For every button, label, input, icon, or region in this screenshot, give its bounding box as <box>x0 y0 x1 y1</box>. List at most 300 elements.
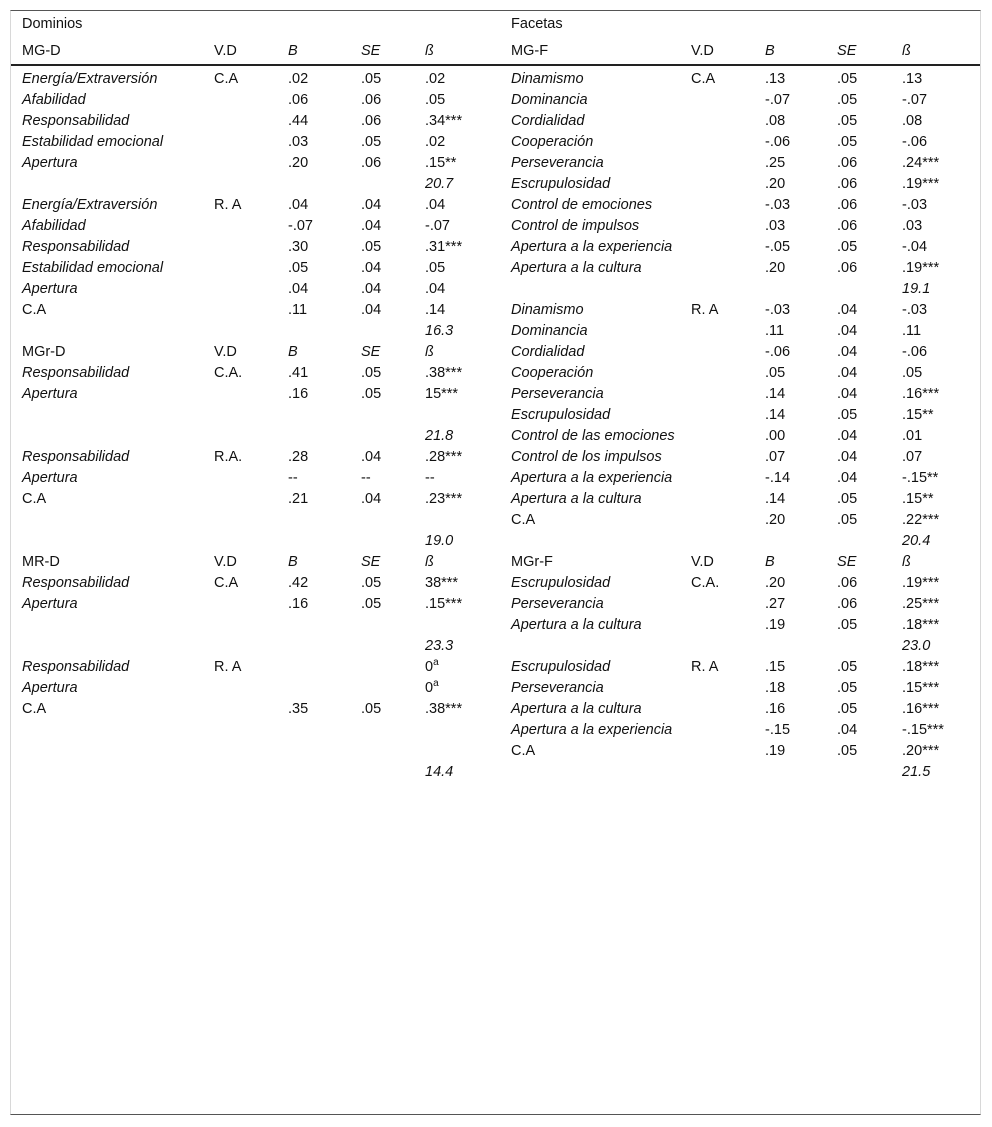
col-b-dominios: B <box>277 37 350 65</box>
dominio-beta: 15*** <box>425 386 459 402</box>
dominio-se: .06 <box>361 155 382 171</box>
faceta-vd <box>680 90 754 111</box>
faceta-b: .14 <box>765 491 786 507</box>
dominio-vd <box>203 678 277 699</box>
table-row <box>11 762 980 783</box>
faceta-b: .19 <box>765 617 786 633</box>
dominio-vd <box>203 405 277 426</box>
faceta-predictor: Apertura a la cultura <box>511 491 642 507</box>
faceta-beta: 21.5 <box>902 764 931 780</box>
faceta-beta: .05 <box>902 365 923 381</box>
faceta-predictor: Cordialidad <box>511 113 585 129</box>
dominio-beta: 38*** <box>425 575 459 591</box>
dominio-se: .06 <box>361 92 382 108</box>
faceta-se: .05 <box>837 617 858 633</box>
faceta-vd <box>680 699 754 720</box>
faceta-beta: .13 <box>902 71 923 87</box>
dominio-predictor: Apertura <box>22 281 78 297</box>
dominio-vd <box>203 615 277 636</box>
dominio-beta: 14.4 <box>425 764 454 780</box>
faceta-b: .20 <box>765 176 786 192</box>
dominio-se: .04 <box>361 260 382 276</box>
faceta-se: .04 <box>837 323 858 339</box>
dominio-vd <box>203 258 277 279</box>
faceta-predictor: Escrupulosidad <box>511 575 611 591</box>
table-row <box>11 510 980 531</box>
faceta-se: .04 <box>837 722 858 738</box>
faceta-vd: C.A <box>691 71 716 87</box>
faceta-se <box>826 762 891 783</box>
faceta-vd <box>680 237 754 258</box>
dominio-beta <box>414 741 500 762</box>
dominio-b: .04 <box>288 197 309 213</box>
dominio-se <box>350 615 414 636</box>
dominio-beta: 16.3 <box>425 323 454 339</box>
dominio-vd <box>203 594 277 615</box>
dominio-predictor: C.A <box>22 491 47 507</box>
faceta-beta: -.04 <box>902 239 928 255</box>
faceta-predictor: Apertura a la cultura <box>511 260 642 276</box>
faceta-predictor: Apertura a la experiencia <box>511 470 673 486</box>
table-row <box>11 468 980 489</box>
dominio-se: SE <box>361 344 381 360</box>
dominio-vd <box>203 90 277 111</box>
faceta-se: .06 <box>837 218 858 234</box>
faceta-predictor <box>500 279 680 300</box>
table-body <box>11 14 980 783</box>
faceta-vd <box>680 510 754 531</box>
dominio-b: .35 <box>288 701 309 717</box>
faceta-b: .20 <box>765 260 786 276</box>
faceta-vd <box>680 615 754 636</box>
faceta-predictor <box>500 762 680 783</box>
dominio-vd <box>203 237 277 258</box>
dominio-vd <box>203 510 277 531</box>
dominio-predictor <box>11 405 203 426</box>
dominio-se <box>350 636 414 657</box>
faceta-se: .06 <box>837 596 858 612</box>
faceta-b: -.03 <box>765 197 791 213</box>
dominio-vd <box>203 174 277 195</box>
faceta-predictor: Escrupulosidad <box>511 407 611 423</box>
table-row <box>11 216 980 237</box>
faceta-b: .03 <box>765 218 786 234</box>
dominio-predictor <box>11 741 203 762</box>
dominio-beta: ß <box>425 554 434 570</box>
dominio-se: .04 <box>361 218 382 234</box>
dominio-b: .30 <box>288 239 309 255</box>
faceta-beta: .15** <box>902 407 934 423</box>
faceta-predictor: Control de impulsos <box>511 218 640 234</box>
dominio-vd <box>203 741 277 762</box>
faceta-b: .08 <box>765 113 786 129</box>
table-row <box>11 741 980 762</box>
dominio-b: .11 <box>288 302 308 318</box>
dominio-vd <box>203 153 277 174</box>
faceta-b: .05 <box>765 365 786 381</box>
footnote-marker: a <box>433 657 439 668</box>
faceta-beta: .19*** <box>902 260 940 276</box>
faceta-predictor: Perseverancia <box>511 386 604 402</box>
dominio-predictor: Apertura <box>22 680 78 696</box>
faceta-beta: .18*** <box>902 659 940 675</box>
dominio-se: .04 <box>361 302 382 318</box>
faceta-se: .06 <box>837 197 858 213</box>
faceta-se <box>826 279 891 300</box>
dominio-predictor <box>11 426 203 447</box>
dominio-vd <box>203 489 277 510</box>
faceta-beta: .15** <box>902 491 934 507</box>
dominio-se: .05 <box>361 365 382 381</box>
faceta-se: .05 <box>837 92 858 108</box>
dominio-beta: .38*** <box>425 365 463 381</box>
dominio-predictor: Responsabilidad <box>22 659 130 675</box>
faceta-beta: -.15** <box>902 470 939 486</box>
dominio-beta: -- <box>425 470 435 486</box>
dominio-predictor: Apertura <box>22 470 78 486</box>
dominio-b: .21 <box>288 491 309 507</box>
faceta-vd <box>680 678 754 699</box>
faceta-b: .07 <box>765 449 786 465</box>
faceta-predictor: Perseverancia <box>511 596 604 612</box>
dominio-predictor: Responsabilidad <box>22 575 130 591</box>
faceta-se: .04 <box>837 428 858 444</box>
faceta-se: .05 <box>837 239 858 255</box>
faceta-beta: .22*** <box>902 512 940 528</box>
table-row <box>11 90 980 111</box>
table-row <box>11 174 980 195</box>
faceta-beta: .16*** <box>902 701 940 717</box>
dominio-beta: .02 <box>425 134 446 150</box>
faceta-se: .05 <box>837 701 858 717</box>
faceta-b: .00 <box>765 428 786 444</box>
table-row <box>11 363 980 384</box>
table-row <box>11 531 980 552</box>
faceta-vd <box>680 594 754 615</box>
dominio-b <box>277 405 350 426</box>
dominio-se: .04 <box>361 197 382 213</box>
faceta-se: .05 <box>837 407 858 423</box>
faceta-vd <box>680 174 754 195</box>
col-model-facetas: MG-F <box>500 37 680 65</box>
col-vd-facetas: V.D <box>680 37 754 65</box>
faceta-beta: 20.4 <box>902 533 931 549</box>
faceta-predictor: Control de emociones <box>511 197 653 213</box>
faceta-predictor: Cooperación <box>511 134 594 150</box>
faceta-predictor: Perseverancia <box>511 155 604 171</box>
dominio-beta <box>414 510 500 531</box>
faceta-b: -.03 <box>765 302 791 318</box>
dominio-predictor: C.A <box>22 701 47 717</box>
dominio-se <box>350 174 414 195</box>
faceta-beta: 19.1 <box>902 281 931 297</box>
table-row <box>11 552 980 573</box>
col-b-facetas: B <box>754 37 826 65</box>
dominio-b: B <box>288 344 298 360</box>
faceta-vd <box>680 531 754 552</box>
dominio-b: -- <box>288 470 298 486</box>
faceta-b: .14 <box>765 386 786 402</box>
dominio-predictor: Responsabilidad <box>22 449 130 465</box>
facetas-header: Facetas <box>511 16 563 32</box>
faceta-se: .05 <box>837 134 858 150</box>
dominio-predictor <box>11 531 203 552</box>
faceta-predictor: Escrupulosidad <box>511 659 611 675</box>
faceta-se: .06 <box>837 155 858 171</box>
table-row <box>11 132 980 153</box>
faceta-predictor: Escrupulosidad <box>511 176 611 192</box>
dominio-beta: .34*** <box>425 113 463 129</box>
faceta-se: SE <box>837 554 857 570</box>
faceta-predictor: Dinamismo <box>511 302 584 318</box>
faceta-vd <box>680 468 754 489</box>
faceta-se: .05 <box>837 743 858 759</box>
faceta-b: .18 <box>765 680 786 696</box>
faceta-predictor: Apertura a la cultura <box>511 617 642 633</box>
dominio-beta: .05 <box>425 92 446 108</box>
faceta-predictor: Control de las emociones <box>511 428 675 444</box>
dominio-vd <box>203 111 277 132</box>
faceta-b <box>754 636 826 657</box>
dominio-b <box>277 531 350 552</box>
dominio-beta: .23*** <box>425 491 463 507</box>
table-row <box>11 65 980 90</box>
dominio-predictor <box>11 720 203 741</box>
dominio-se: .04 <box>361 281 382 297</box>
faceta-vd <box>680 762 754 783</box>
table-row <box>11 699 980 720</box>
col-vd-dominios: V.D <box>203 37 277 65</box>
table-row <box>11 384 980 405</box>
dominio-predictor: Responsabilidad <box>22 239 130 255</box>
dominio-vd: R. A <box>214 197 242 213</box>
faceta-beta: .03 <box>902 218 923 234</box>
faceta-b <box>754 279 826 300</box>
faceta-b: B <box>765 554 775 570</box>
faceta-predictor: C.A <box>511 743 536 759</box>
col-se-facetas: SE <box>826 37 891 65</box>
dominio-b <box>277 636 350 657</box>
dominio-se: .05 <box>361 575 382 591</box>
dominio-beta: 21.8 <box>425 428 454 444</box>
group-header-row <box>11 14 980 37</box>
dominio-predictor <box>11 321 203 342</box>
dominio-beta <box>414 720 500 741</box>
dominio-beta: -.07 <box>425 218 450 234</box>
dominio-predictor: Estabilidad emocional <box>22 134 164 150</box>
dominio-beta <box>414 678 500 699</box>
value: 0 <box>425 659 434 675</box>
faceta-b: .16 <box>765 701 786 717</box>
faceta-vd <box>680 111 754 132</box>
footnote-marker: a <box>433 678 439 689</box>
dominio-se <box>350 762 414 783</box>
dominio-beta: .28*** <box>425 449 463 465</box>
faceta-b: -.07 <box>765 92 791 108</box>
dominio-b: .16 <box>288 386 309 402</box>
faceta-beta: .18*** <box>902 617 940 633</box>
dominio-predictor <box>11 615 203 636</box>
faceta-b: .15 <box>765 659 786 675</box>
faceta-beta: -.06 <box>902 134 928 150</box>
dominio-se: .05 <box>361 386 382 402</box>
faceta-se: .06 <box>837 260 858 276</box>
faceta-beta: -.15*** <box>902 722 944 738</box>
dominio-beta: .15*** <box>425 596 463 612</box>
dominio-beta <box>414 615 500 636</box>
dominio-se: .04 <box>361 491 382 507</box>
faceta-b: -.06 <box>765 344 791 360</box>
table-row <box>11 615 980 636</box>
dominio-b: .41 <box>288 365 309 381</box>
dominio-vd: V.D <box>214 344 237 360</box>
dominio-vd <box>203 531 277 552</box>
faceta-vd <box>680 363 754 384</box>
table-row <box>11 447 980 468</box>
faceta-beta: .19*** <box>902 176 940 192</box>
dominio-b <box>277 741 350 762</box>
dominio-predictor <box>11 762 203 783</box>
table-row <box>11 237 980 258</box>
dominio-predictor <box>11 510 203 531</box>
faceta-se: .05 <box>837 113 858 129</box>
table-row <box>11 657 980 678</box>
faceta-vd <box>680 153 754 174</box>
dominio-predictor: Apertura <box>22 596 78 612</box>
dominio-predictor: Afabilidad <box>22 92 86 108</box>
faceta-b <box>754 531 826 552</box>
faceta-beta: .11 <box>902 323 922 339</box>
dominio-b: -.07 <box>288 218 313 234</box>
dominio-beta: .31*** <box>425 239 463 255</box>
regression-table <box>11 14 980 783</box>
dominio-se <box>350 405 414 426</box>
dominio-se: -- <box>361 470 371 486</box>
faceta-vd <box>680 195 754 216</box>
dominio-vd: C.A <box>214 575 239 591</box>
faceta-predictor: Apertura a la experiencia <box>511 722 673 738</box>
table-row <box>11 405 980 426</box>
dominio-vd <box>203 426 277 447</box>
table-row <box>11 111 980 132</box>
faceta-vd <box>680 720 754 741</box>
faceta-predictor: MGr-F <box>511 554 553 570</box>
dominio-se: SE <box>361 554 381 570</box>
dominio-predictor: Afabilidad <box>22 218 86 234</box>
dominio-predictor: MR-D <box>22 554 60 570</box>
dominio-predictor <box>11 174 203 195</box>
dominio-vd <box>203 321 277 342</box>
table-row <box>11 279 980 300</box>
dominio-se <box>350 426 414 447</box>
table-row <box>11 573 980 594</box>
faceta-vd <box>680 384 754 405</box>
table-row <box>11 321 980 342</box>
dominio-vd <box>203 216 277 237</box>
dominio-se <box>350 678 414 699</box>
faceta-vd: R. A <box>691 659 719 675</box>
dominio-b: .28 <box>288 449 309 465</box>
dominio-se: .04 <box>361 449 382 465</box>
faceta-vd: V.D <box>691 554 714 570</box>
faceta-se: .05 <box>837 491 858 507</box>
faceta-predictor: Apertura a la experiencia <box>511 239 673 255</box>
faceta-vd <box>680 258 754 279</box>
faceta-se <box>826 531 891 552</box>
dominio-se <box>350 720 414 741</box>
faceta-predictor: Dinamismo <box>511 71 584 87</box>
dominio-beta: 20.7 <box>425 176 454 192</box>
dominio-vd <box>203 720 277 741</box>
dominio-se: .05 <box>361 701 382 717</box>
faceta-se: .04 <box>837 470 858 486</box>
faceta-predictor: C.A <box>511 512 536 528</box>
dominio-predictor: Estabilidad emocional <box>22 260 164 276</box>
dominio-vd <box>203 384 277 405</box>
faceta-vd <box>680 426 754 447</box>
dominio-predictor: Apertura <box>22 386 78 402</box>
faceta-predictor: Dominancia <box>511 92 588 108</box>
faceta-predictor <box>500 636 680 657</box>
faceta-se: .04 <box>837 344 858 360</box>
faceta-b: .20 <box>765 575 786 591</box>
faceta-se: .05 <box>837 71 858 87</box>
dominio-beta: .02 <box>425 71 446 87</box>
faceta-se: .04 <box>837 365 858 381</box>
dominio-vd <box>203 699 277 720</box>
faceta-se: .04 <box>837 302 858 318</box>
faceta-predictor: Control de los impulsos <box>511 449 662 465</box>
faceta-predictor: Dominancia <box>511 323 588 339</box>
dominio-beta: 19.0 <box>425 533 454 549</box>
dominio-se: .05 <box>361 239 382 255</box>
dominio-vd <box>203 762 277 783</box>
faceta-b: -.05 <box>765 239 791 255</box>
col-se-dominios: SE <box>350 37 414 65</box>
faceta-predictor: Cooperación <box>511 365 594 381</box>
faceta-predictor: Apertura a la cultura <box>511 701 642 717</box>
faceta-b: .25 <box>765 155 786 171</box>
dominio-b: B <box>288 554 298 570</box>
dominio-b: .42 <box>288 575 309 591</box>
faceta-beta: .15*** <box>902 680 940 696</box>
dominio-vd: C.A <box>214 71 239 87</box>
dominio-predictor: Responsabilidad <box>22 365 130 381</box>
dominio-predictor <box>11 636 203 657</box>
faceta-se: .05 <box>837 659 858 675</box>
faceta-vd: C.A. <box>691 575 720 591</box>
faceta-beta: .07 <box>902 449 923 465</box>
faceta-beta: -.06 <box>902 344 928 360</box>
dominio-predictor: MGr-D <box>22 344 66 360</box>
faceta-b: .11 <box>765 323 785 339</box>
dominio-predictor: Apertura <box>22 155 78 171</box>
value: 0 <box>425 680 434 696</box>
faceta-b: -.15 <box>765 722 791 738</box>
dominio-se <box>350 321 414 342</box>
faceta-beta: ß <box>902 554 911 570</box>
table-row <box>11 489 980 510</box>
column-header-row <box>11 37 980 65</box>
dominio-b: .16 <box>288 596 309 612</box>
table-row <box>11 594 980 615</box>
dominio-vd: V.D <box>214 554 237 570</box>
dominio-beta: ß <box>425 344 434 360</box>
table-row <box>11 426 980 447</box>
dominio-predictor: C.A <box>22 302 47 318</box>
faceta-se <box>826 636 891 657</box>
dominio-vd: R. A <box>214 659 242 675</box>
